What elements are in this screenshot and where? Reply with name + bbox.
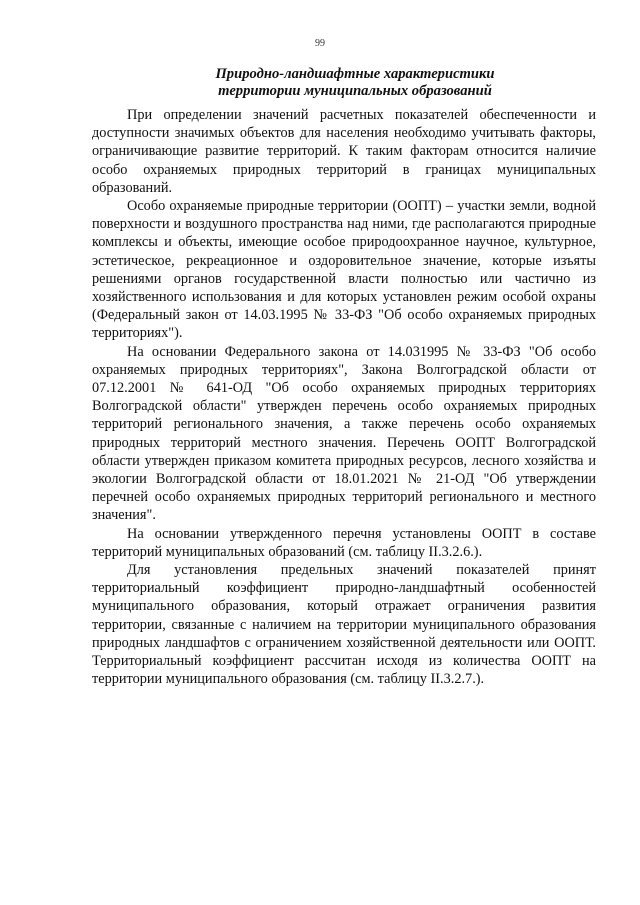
paragraph-1: При определении значений расчетных показателей обеспеченности и доступности значимых объектов для населения необходимо учитывать факторы, ограничивающие развитие территорий. К таким факторам относится наличие особо охраняемых природных территорий в границах муниципальных образований. [92, 107, 596, 196]
paragraph-4: На основании утвержденного перечня установлены ООПТ в составе территорий муниципальных образований (см. таблицу II.3.2.6.). [92, 525, 596, 560]
paragraph-2: Особо охраняемые природные территории (ООПТ) – участки земли, водной поверхности и воздушного пространства над ними, где располагаются природные комплексы и объекты, имеющие особое природоохранное научное, культурное, эстетическое, рекреационное и оздоровительное значение, которые изъяты решениями органов государственной власти полностью или частично из хозяйственного использования и для которых установлен режим особой охраны (Федеральный закон от 14.03.1995 № 33-ФЗ "Об особо охраняемых природных территориях"). [92, 198, 596, 342]
section-heading-line-2: территории муниципальных образований [218, 83, 492, 99]
page-number: 99 [315, 38, 325, 49]
paragraph-3: На основании Федерального закона от 14.031995 № 33-ФЗ "Об особо охраняемых природных территориях", Закона Волгоградской области от 07.12.2001 № 641-ОД "Об особо охраняемых природных территориях Волгоградской области" утвержден перечень особо охраняемых природных территорий регионального значения, а также перечень особо охраняемых природных территорий местного значения. Перечень ООПТ Волгоградской области утвержден приказом комитета природных ресурсов, лесного хозяйства и экологии Волгоградской области от 18.01.2021 № 21-ОД "Об утверждении перечней особо охраняемых природных территорий регионального и местного значения". [92, 343, 596, 524]
paragraph-5: Для установления предельных значений показателей принят территориальный коэффициент природно-ландшафтный особенностей муниципального образования, который отражает ограничения развития территории, связанные с наличием на территории муниципального образования природных ландшафтов с ограничением хозяйственной деятельности или ООПТ. Территориальный коэффициент рассчитан исходя из количества ООПТ на территории муниципального образования (см. таблицу II.3.2.7.). [92, 562, 596, 688]
body-text [92, 106, 596, 689]
section-heading-line-1: Природно-ландшафтные характеристики [215, 66, 495, 82]
section-heading [92, 66, 618, 100]
